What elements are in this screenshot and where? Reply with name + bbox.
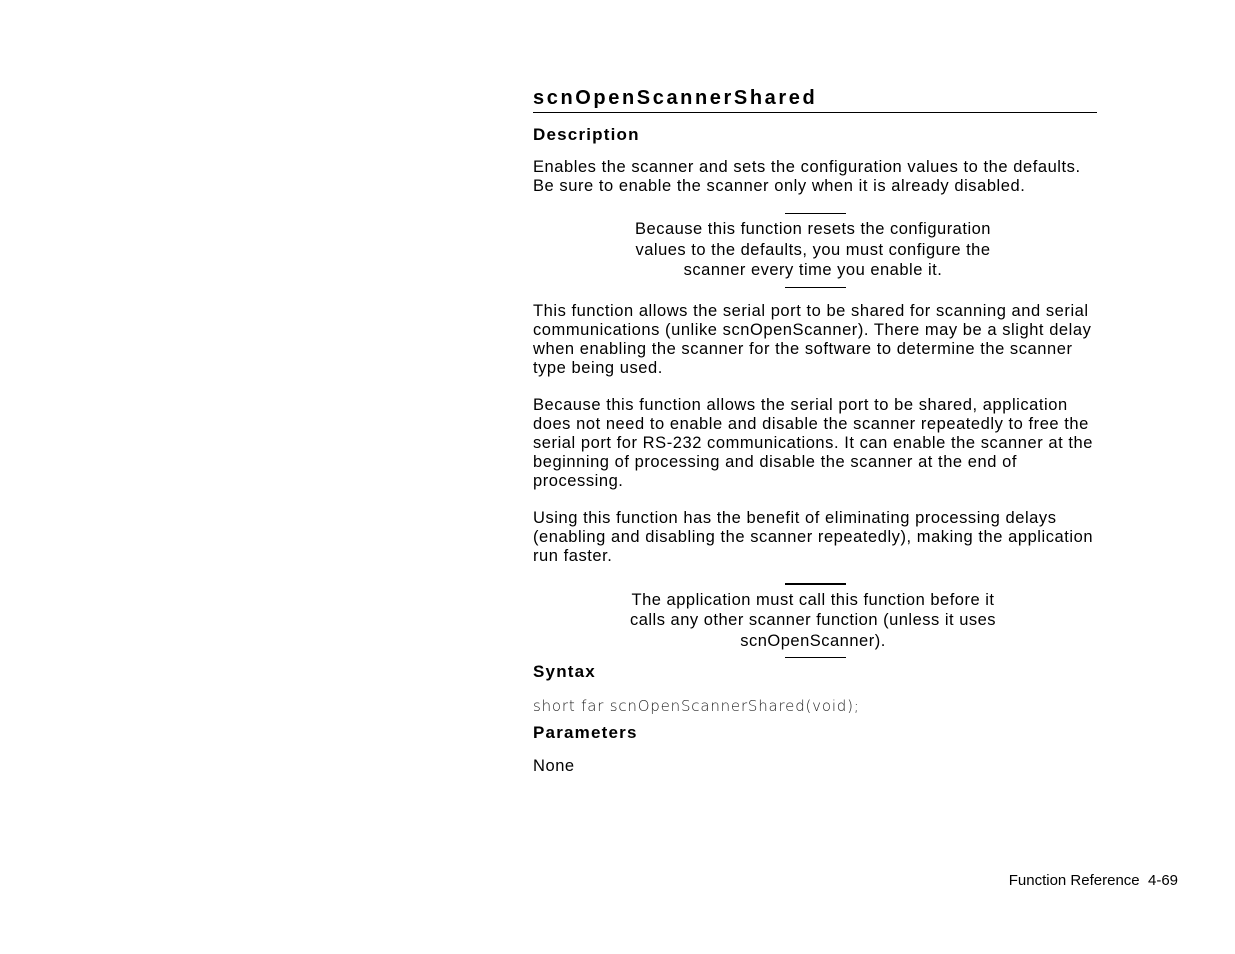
description-heading: Description: [533, 125, 640, 144]
description-paragraph-1: This function allows the serial port to be shared for scanning and serial communications (unlike scnOpenScanner). There may be a slight delay when enabling the scanner for the software to determine the scanner type being used.: [533, 301, 1092, 377]
note-block-2: [533, 583, 1097, 659]
parameters-heading: Parameters: [533, 723, 638, 742]
note-rule-bottom: [785, 287, 846, 288]
note-rule-top: [785, 583, 846, 585]
parameters-value: None: [533, 757, 575, 775]
page-content: [533, 86, 1097, 776]
page-footer: Function Reference 4-69: [1008, 872, 1178, 889]
description-intro: Enables the scanner and sets the configuration values to the defaults. Be sure to enable the scanner only when it is already disabled.: [533, 158, 1081, 195]
description-paragraph-2: Because this function allows the serial port to be shared, application does not need to enable and disable the scanner repeatedly to free the serial port for RS-232 communications. It can enable the scanner at the beginning of processing and disable the scanner at the end of processing.: [533, 395, 1093, 490]
function-title: scnOpenScannerShared: [533, 86, 1097, 113]
syntax-code: short far scnOpenScannerShared(void);: [533, 697, 860, 715]
note-rule-bottom: [785, 657, 846, 658]
note-1-text: Because this function resets the configuration values to the defaults, you must configure the scanner every time you enable it.: [635, 220, 991, 279]
note-block-1: [533, 213, 1097, 288]
syntax-heading: Syntax: [533, 662, 596, 681]
description-paragraph-3: Using this function has the benefit of eliminating processing delays (enabling and disabling the scanner repeatedly), making the application run faster.: [533, 508, 1094, 565]
note-2-text: The application must call this function before it calls any other scanner function (unless it uses scnOpenScanner).: [629, 590, 997, 650]
note-rule-top: [785, 213, 846, 214]
